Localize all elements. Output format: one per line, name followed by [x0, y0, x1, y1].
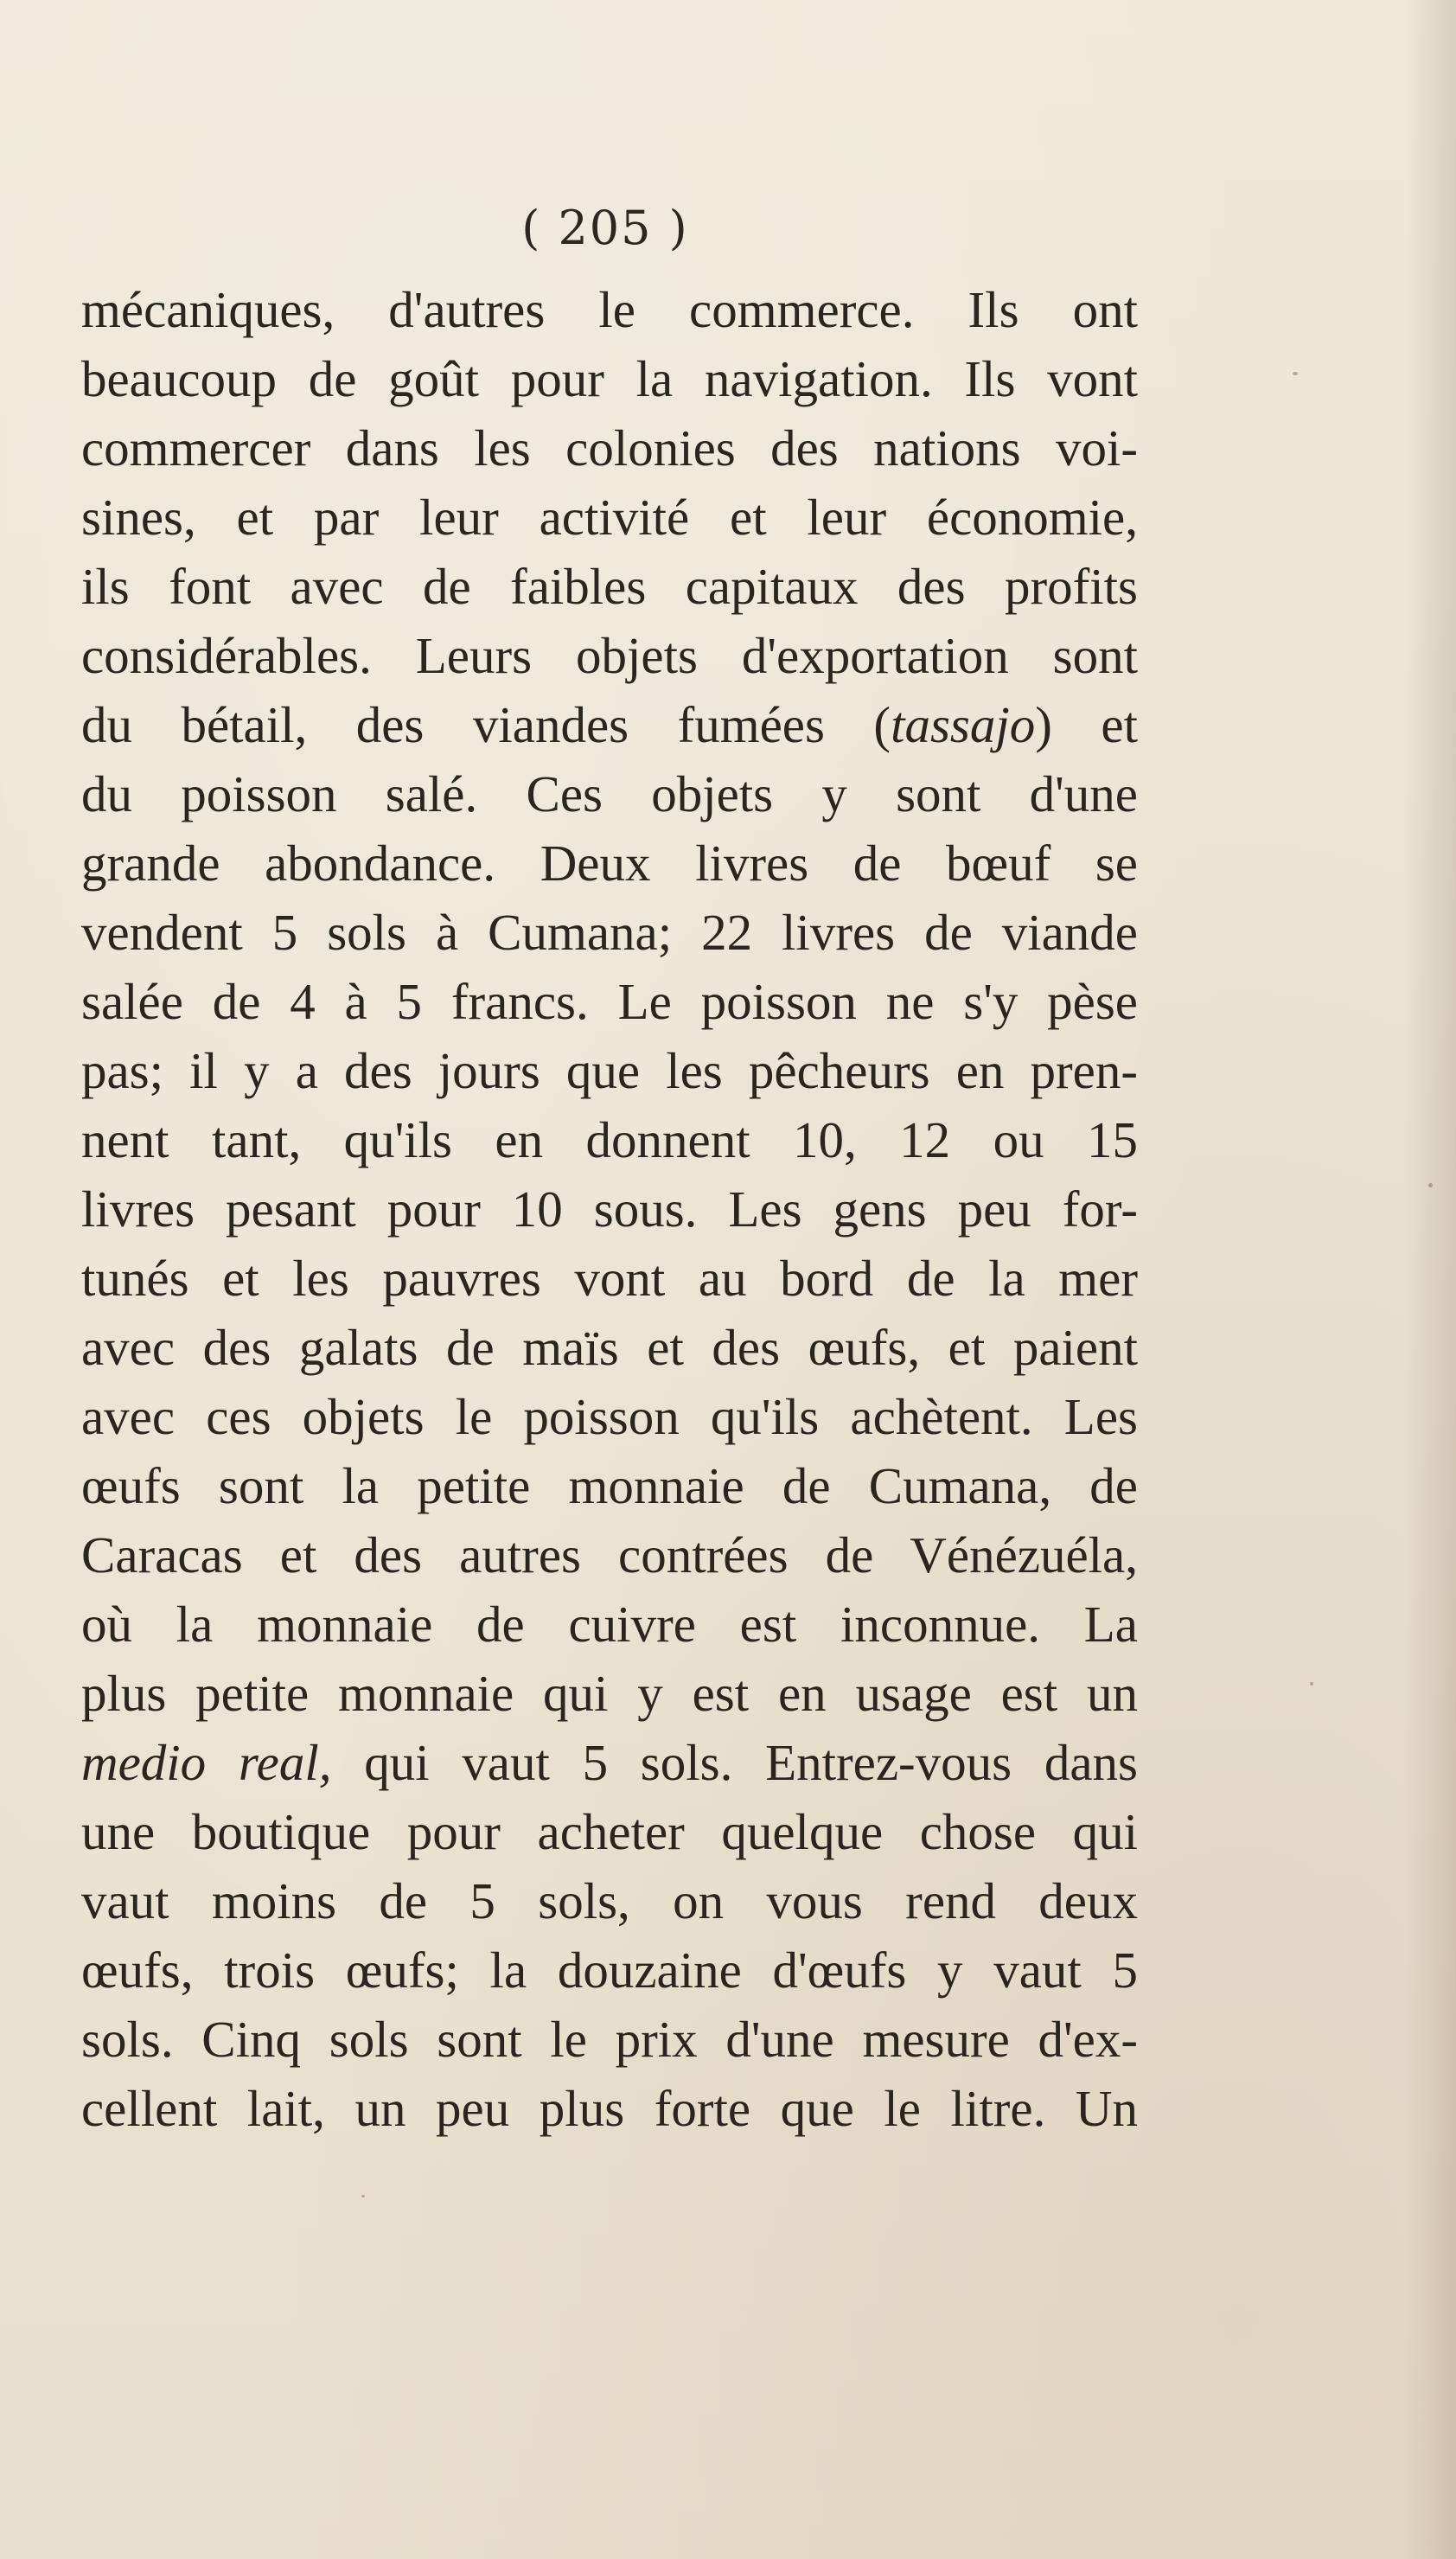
text-line: considérables. Leurs objets d'exportation sont [81, 627, 1138, 684]
text-segment: qui vaut 5 sols. Entrez-vous dans [331, 1734, 1138, 1791]
text-line: salée de 4 à 5 francs. Le poisson ne s'y pèse [81, 973, 1138, 1030]
text-line: grande abondance. Deux livres de bœuf se [81, 835, 1138, 892]
italic-term: tassajo [891, 696, 1036, 753]
text-line: vendent 5 sols à Cumana; 22 livres de viande [81, 904, 1138, 961]
paper-speck [361, 2195, 365, 2198]
text-line: du poisson salé. Ces objets y sont d'une [81, 765, 1138, 822]
text-line: où la monnaie de cuivre est inconnue. La [81, 1596, 1138, 1653]
text-segment: ) et [1035, 696, 1138, 753]
text-line: livres pesant pour 10 sous. Les gens peu for- [81, 1180, 1138, 1238]
page-number: ( 205 ) [521, 201, 689, 255]
text-line: œufs sont la petite monnaie de Cumana, de [81, 1457, 1138, 1514]
text-line: sols. Cinq sols sont le prix d'une mesure d'ex- [81, 2011, 1138, 2068]
text-line: plus petite monnaie qui y est en usage est un [81, 1665, 1138, 1722]
text-line: avec ces objets le poisson qu'ils achètent. Les [81, 1388, 1138, 1445]
text-line: ils font avec de faibles capitaux des profits [81, 558, 1138, 615]
paper-speck [1310, 1682, 1313, 1686]
page-edge-shadow [1404, 0, 1456, 2559]
text-line: nent tant, qu'ils en donnent 10, 12 ou 15 [81, 1111, 1138, 1168]
paper-speck [1428, 1183, 1433, 1187]
paper-speck [1293, 372, 1298, 375]
text-line: sines, et par leur activité et leur économie, [81, 489, 1138, 546]
text-line: avec des galats de maïs et des œufs, et paient [81, 1319, 1138, 1376]
text-segment: du bétail, des viandes fumées ( [81, 696, 891, 753]
text-line: vaut moins de 5 sols, on vous rend deux [81, 1872, 1138, 1929]
text-line: une boutique pour acheter quelque chose qui [81, 1803, 1138, 1860]
text-line: cellent lait, un peu plus forte que le litre. Un [81, 2080, 1138, 2137]
body-text [81, 275, 1138, 2143]
text-line: commercer dans les colonies des nations voi- [81, 419, 1138, 477]
text-line: mécaniques, d'autres le commerce. Ils ont [81, 281, 1138, 338]
text-line: beaucoup de goût pour la navigation. Ils vont [81, 350, 1138, 407]
text-line: pas; il y a des jours que les pêcheurs en pren- [81, 1042, 1138, 1099]
text-line: Caracas et des autres contrées de Vénézuéla, [81, 1526, 1138, 1583]
text-line [81, 1728, 1138, 1797]
italic-term: medio real, [81, 1734, 332, 1791]
text-line [81, 690, 1138, 759]
text-line: œufs, trois œufs; la douzaine d'œufs y vaut 5 [81, 1942, 1138, 1999]
text-line: tunés et les pauvres vont au bord de la mer [81, 1250, 1138, 1307]
